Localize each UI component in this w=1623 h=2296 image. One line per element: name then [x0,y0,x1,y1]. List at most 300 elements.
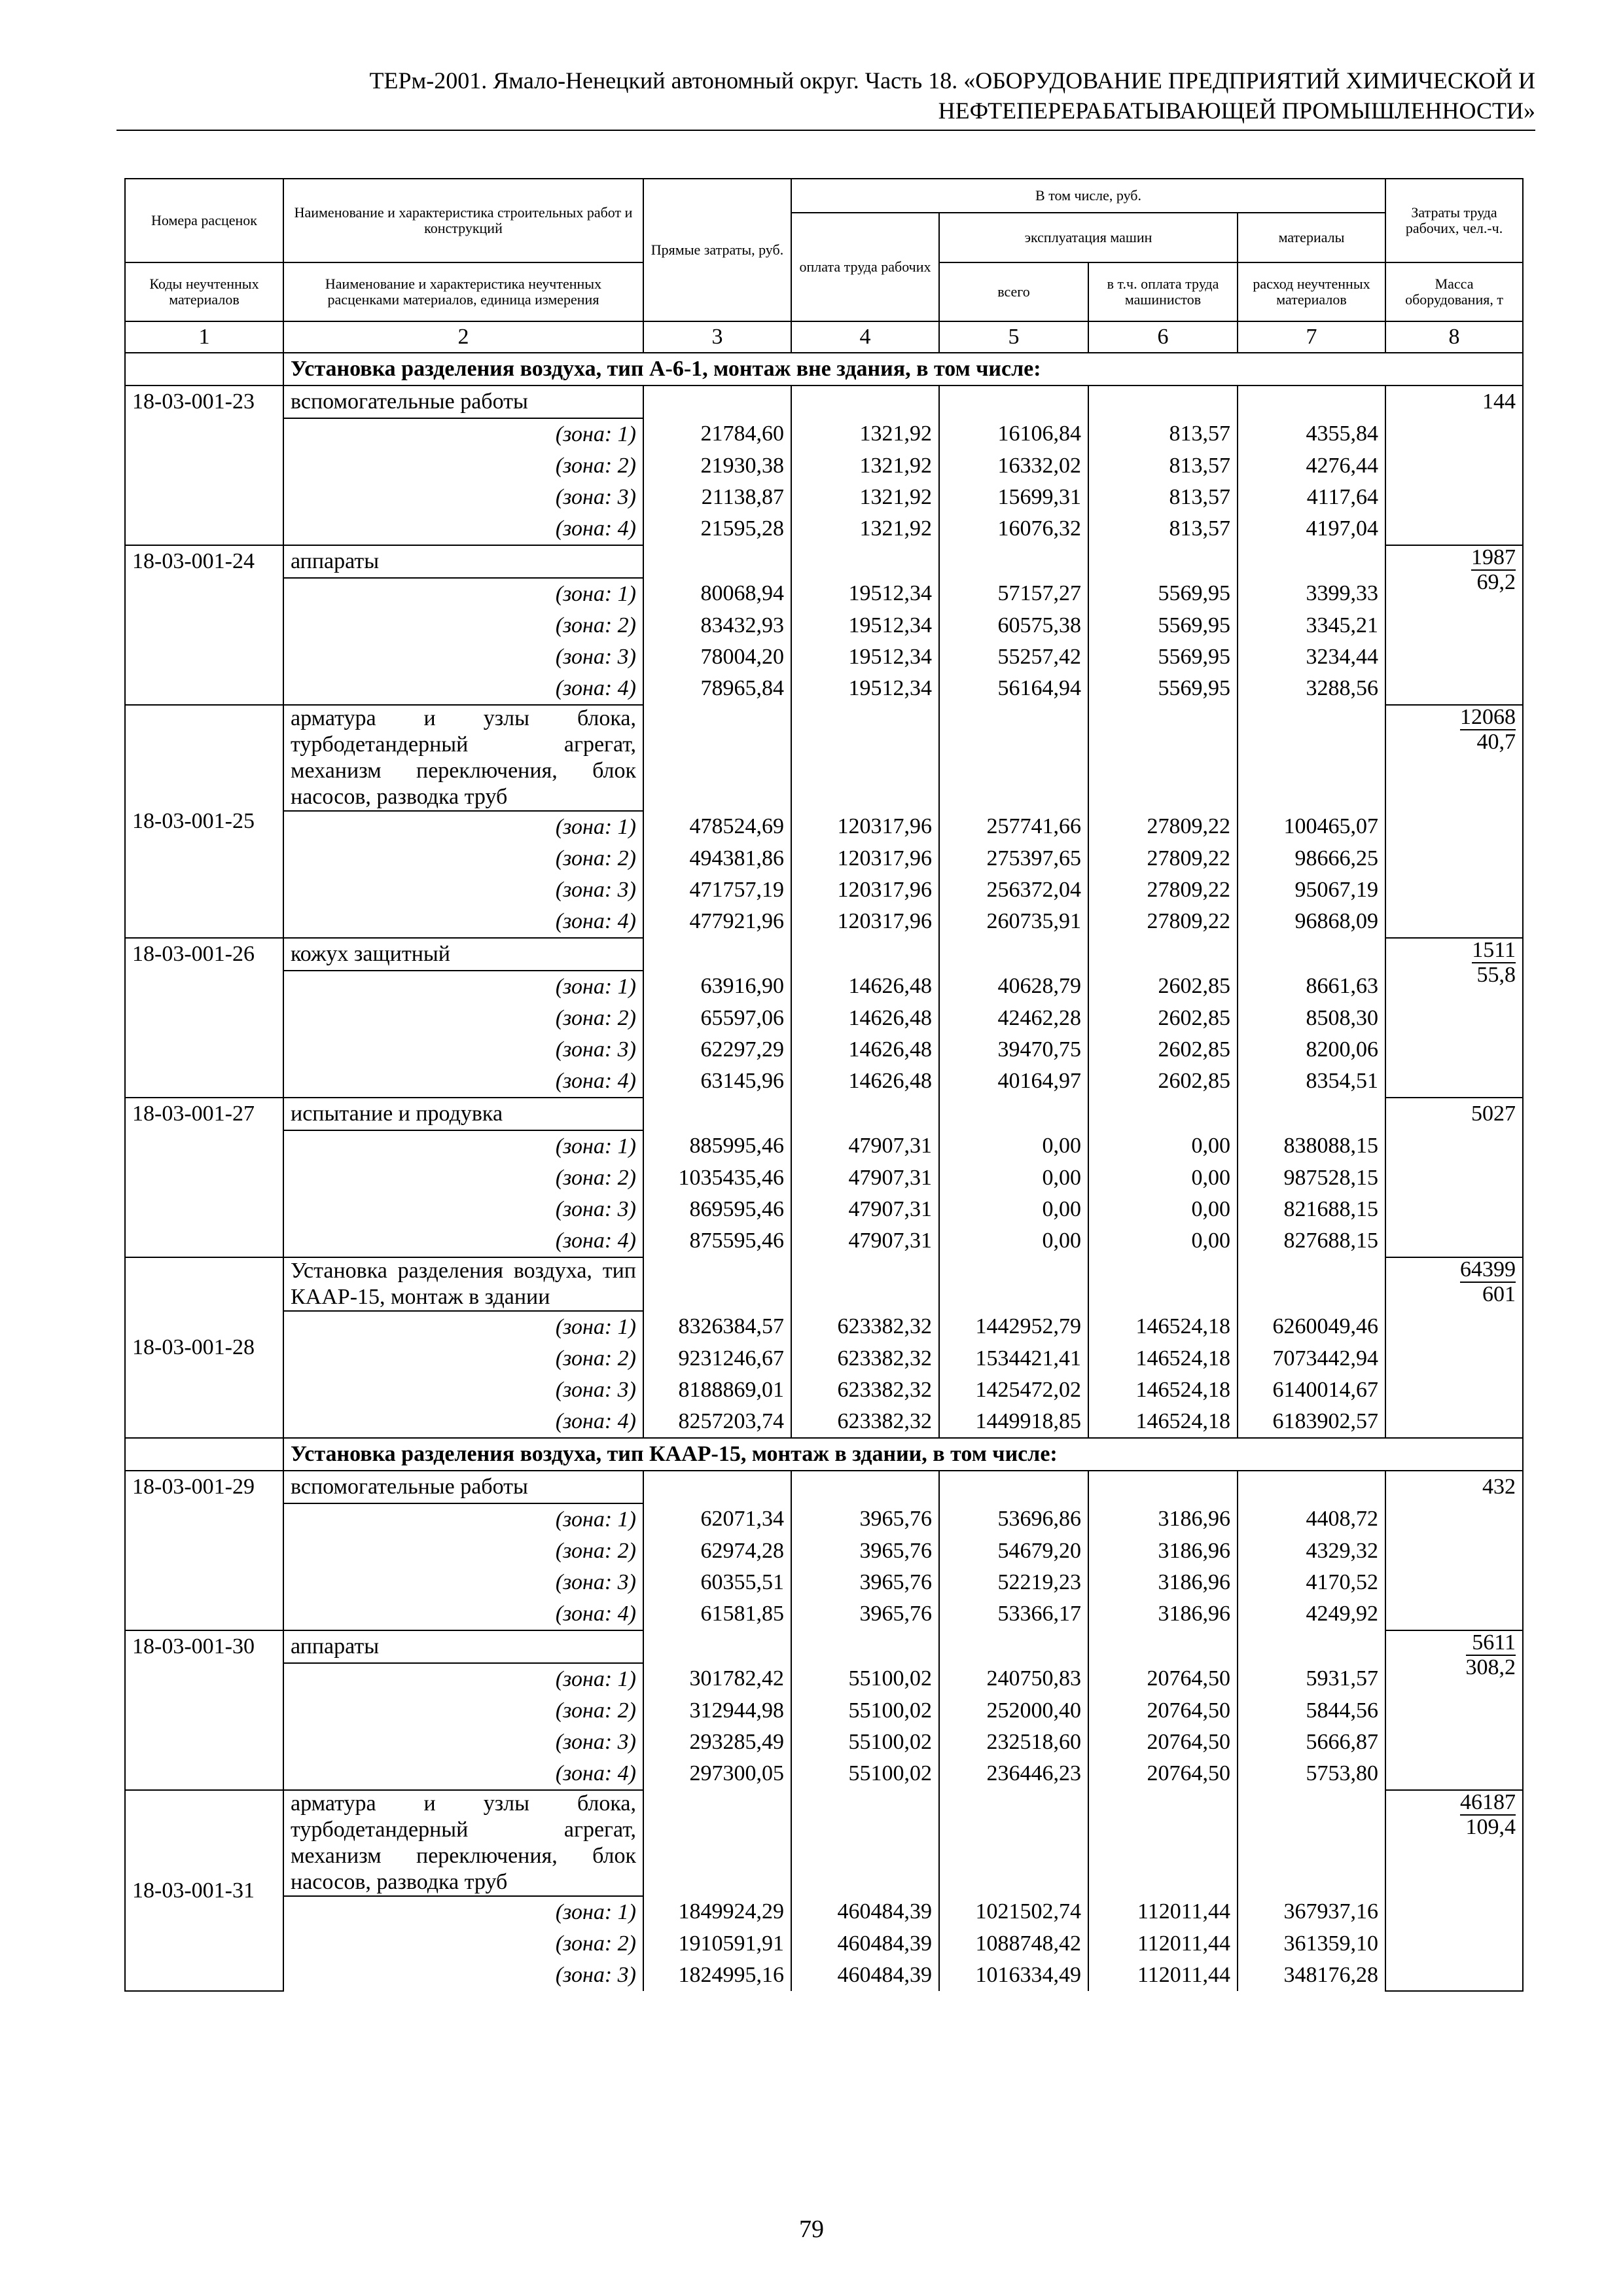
workers-wages: 3965,76 [791,1503,939,1535]
direct-costs: 60355,51 [643,1567,791,1598]
direct-costs: 1824995,16 [643,1960,791,1991]
labor-mass-cell [1385,386,1523,545]
workers-wages: 623382,32 [791,1406,939,1438]
workers-wages: 19512,34 [791,641,939,673]
rate-code: 18-03-001-27 [125,1098,283,1257]
machines-total: 260735,91 [939,906,1088,938]
section-row [125,353,1523,386]
header-equipment-mass: Масса оборудования, т [1385,262,1523,321]
zone-label: (зона: 2) [283,1162,643,1194]
zone-label: (зона: 3) [283,641,643,673]
materials-cost: 7073442,94 [1238,1343,1385,1374]
machinists-wages: 5569,95 [1088,610,1238,641]
direct-costs: 63145,96 [643,1066,791,1098]
empty-cell [1088,1790,1238,1896]
workers-wages: 19512,34 [791,610,939,641]
labor-mass-cell [1385,705,1523,938]
materials-cost: 96868,09 [1238,906,1385,938]
zone-label: (зона: 2) [283,610,643,641]
equipment-mass: 69,2 [1476,570,1516,594]
machines-total: 60575,38 [939,610,1088,641]
empty-cell [1238,1790,1385,1896]
machines-total: 16076,32 [939,513,1088,545]
machinists-wages: 112011,44 [1088,1960,1238,1991]
machines-total: 1021502,74 [939,1896,1088,1928]
materials-cost: 4197,04 [1238,513,1385,545]
workers-wages: 1321,92 [791,482,939,513]
labor-mass-cell [1385,938,1523,1098]
machinists-wages: 0,00 [1088,1130,1238,1162]
machinists-wages: 3186,96 [1088,1535,1238,1567]
rate-name: аппараты [283,545,643,578]
zone-label: (зона: 3) [283,1727,643,1758]
direct-costs: 312944,98 [643,1695,791,1727]
machinists-wages: 20764,50 [1088,1727,1238,1758]
zone-row [125,418,1523,450]
direct-costs: 301782,42 [643,1663,791,1695]
zone-row [125,811,1523,843]
rate-row [125,1790,1523,1896]
zone-row [125,1960,1523,1991]
column-number: 5 [939,321,1088,353]
column-number-row [125,321,1523,353]
zone-row [125,1003,1523,1034]
labor-mass-fraction [1460,1791,1516,1839]
direct-costs: 78004,20 [643,641,791,673]
direct-costs: 21595,28 [643,513,791,545]
direct-costs: 21138,87 [643,482,791,513]
empty-cell [939,545,1088,578]
labor-mass-cell [1385,1790,1523,1991]
machinists-wages: 20764,50 [1088,1663,1238,1695]
zone-label: (зона: 1) [283,971,643,1003]
machinists-wages: 146524,18 [1088,1406,1238,1438]
labor-mass-fraction [1466,1631,1516,1679]
labor-mass-fraction [1460,706,1516,754]
zone-label: (зона: 4) [283,1758,643,1790]
zone-label: (зона: 2) [283,1343,643,1374]
header-material-codes: Коды неучтенных материалов [125,262,283,321]
direct-costs: 65597,06 [643,1003,791,1034]
labor-costs: 5611 [1466,1631,1516,1656]
workers-wages: 623382,32 [791,1343,939,1374]
zone-label: (зона: 4) [283,906,643,938]
empty-cell [643,938,791,971]
zone-label: (зона: 3) [283,874,643,906]
rate-name: испытание и продувка [283,1098,643,1130]
machinists-wages: 5569,95 [1088,673,1238,705]
direct-costs: 8188869,01 [643,1374,791,1406]
workers-wages: 55100,02 [791,1695,939,1727]
workers-wages: 47907,31 [791,1194,939,1225]
materials-cost: 827688,15 [1238,1225,1385,1257]
machinists-wages: 0,00 [1088,1225,1238,1257]
workers-wages: 1321,92 [791,513,939,545]
materials-cost: 361359,10 [1238,1928,1385,1960]
rate-name: аппараты [283,1630,643,1663]
rate-code: 18-03-001-29 [125,1471,283,1630]
labor-mass-cell [1385,1630,1523,1790]
machinists-wages: 27809,22 [1088,843,1238,874]
machinists-wages: 20764,50 [1088,1695,1238,1727]
materials-cost: 4329,32 [1238,1535,1385,1567]
empty-cell [939,938,1088,971]
empty-cell [1238,1257,1385,1311]
machines-total: 54679,20 [939,1535,1088,1567]
workers-wages: 14626,48 [791,1003,939,1034]
machinists-wages: 813,57 [1088,513,1238,545]
rate-name: вспомогательные работы [283,386,643,418]
zone-row [125,513,1523,545]
materials-cost: 8508,30 [1238,1003,1385,1034]
header-work-name: Наименование и характеристика строительных работ и конструкций [283,179,643,262]
workers-wages: 55100,02 [791,1758,939,1790]
rate-row [125,1098,1523,1130]
materials-cost: 5931,57 [1238,1663,1385,1695]
machines-total: 240750,83 [939,1663,1088,1695]
materials-cost: 6260049,46 [1238,1311,1385,1343]
machines-total: 275397,65 [939,843,1088,874]
materials-cost: 100465,07 [1238,811,1385,843]
direct-costs: 1035435,46 [643,1162,791,1194]
machinists-wages: 27809,22 [1088,811,1238,843]
machines-total: 53696,86 [939,1503,1088,1535]
machinists-wages: 3186,96 [1088,1503,1238,1535]
rate-row [125,1471,1523,1503]
materials-cost: 348176,28 [1238,1960,1385,1991]
zone-row [125,1727,1523,1758]
empty-cell [1238,938,1385,971]
section-code-cell [125,353,283,386]
empty-cell [791,1471,939,1503]
empty-cell [1088,386,1238,418]
workers-wages: 47907,31 [791,1225,939,1257]
workers-wages: 14626,48 [791,971,939,1003]
materials-cost: 8200,06 [1238,1034,1385,1066]
workers-wages: 14626,48 [791,1034,939,1066]
workers-wages: 623382,32 [791,1374,939,1406]
materials-cost: 987528,15 [1238,1162,1385,1194]
column-number: 4 [791,321,939,353]
empty-cell [643,705,791,811]
machinists-wages: 2602,85 [1088,1003,1238,1034]
materials-cost: 3345,21 [1238,610,1385,641]
zone-row [125,1695,1523,1727]
rate-name: Установка разделения воздуха, тип КААР-15, монтаж в здании [283,1257,643,1311]
empty-cell [643,545,791,578]
zone-row [125,1758,1523,1790]
zone-row [125,673,1523,705]
workers-wages: 460484,39 [791,1928,939,1960]
machines-total: 55257,42 [939,641,1088,673]
machinists-wages: 813,57 [1088,418,1238,450]
direct-costs: 61581,85 [643,1598,791,1630]
equipment-mass: 109,4 [1465,1815,1516,1839]
empty-cell [643,1471,791,1503]
rate-code: 18-03-001-23 [125,386,283,545]
zone-row [125,578,1523,610]
empty-cell [939,1790,1088,1896]
direct-costs: 869595,46 [643,1194,791,1225]
empty-cell [1238,545,1385,578]
rate-code: 18-03-001-28 [125,1257,283,1438]
labor-mass-cell [1385,545,1523,705]
empty-cell [1238,1098,1385,1130]
labor-costs: 12068 [1460,705,1516,729]
labor-mass-fraction [1472,939,1516,987]
labor-costs: 5027 [1471,1102,1516,1126]
machines-total: 1425472,02 [939,1374,1088,1406]
empty-cell [1088,1257,1238,1311]
section-code-cell [125,1438,283,1471]
zone-row [125,1225,1523,1257]
zone-row [125,450,1523,482]
materials-cost: 6183902,57 [1238,1406,1385,1438]
zone-label: (зона: 3) [283,1194,643,1225]
zone-row [125,1928,1523,1960]
materials-cost: 5844,56 [1238,1695,1385,1727]
materials-cost: 4355,84 [1238,418,1385,450]
rate-name: кожух защитный [283,938,643,971]
empty-cell [1238,1630,1385,1663]
machines-total: 257741,66 [939,811,1088,843]
machines-total: 57157,27 [939,578,1088,610]
labor-costs: 1511 [1472,938,1516,962]
zone-label: (зона: 3) [283,1567,643,1598]
machines-total: 52219,23 [939,1567,1088,1598]
machines-total: 42462,28 [939,1003,1088,1034]
rate-row [125,545,1523,578]
header-line-1: ТЕРм-2001. Ямало-Ненецкий автономный округ. Часть 18. «ОБОРУДОВАНИЕ ПРЕДПРИЯТИЙ ХИМИЧЕСКОЙ И [369,67,1535,94]
zone-label: (зона: 2) [283,1928,643,1960]
workers-wages: 120317,96 [791,906,939,938]
column-number: 6 [1088,321,1238,353]
zone-row [125,971,1523,1003]
direct-costs: 8257203,74 [643,1406,791,1438]
materials-cost: 4276,44 [1238,450,1385,482]
rate-name: вспомогательные работы [283,1471,643,1503]
workers-wages: 1321,92 [791,450,939,482]
zone-label: (зона: 1) [283,1896,643,1928]
machinists-wages: 20764,50 [1088,1758,1238,1790]
machines-total: 232518,60 [939,1727,1088,1758]
empty-cell [643,1630,791,1663]
empty-cell [643,1257,791,1311]
zone-label: (зона: 1) [283,578,643,610]
empty-cell [643,386,791,418]
machinists-wages: 146524,18 [1088,1343,1238,1374]
rate-name: арматура и узлы блока, турбодетандерный агрегат, механизм переключения, блок насосов, разводка труб [283,705,643,811]
labor-mass-fraction [1471,546,1516,594]
zone-label: (зона: 3) [283,1034,643,1066]
direct-costs: 471757,19 [643,874,791,906]
zone-label: (зона: 1) [283,1130,643,1162]
direct-costs: 297300,05 [643,1758,791,1790]
zone-label: (зона: 4) [283,1066,643,1098]
column-number: 7 [1238,321,1385,353]
direct-costs: 78965,84 [643,673,791,705]
zone-label: (зона: 2) [283,1003,643,1034]
section-row [125,1438,1523,1471]
workers-wages: 460484,39 [791,1896,939,1928]
workers-wages: 47907,31 [791,1130,939,1162]
direct-costs: 494381,86 [643,843,791,874]
direct-costs: 83432,93 [643,610,791,641]
workers-wages: 19512,34 [791,578,939,610]
header-rule [116,130,1535,131]
workers-wages: 120317,96 [791,843,939,874]
empty-cell [643,1098,791,1130]
machines-total: 15699,31 [939,482,1088,513]
materials-cost: 4249,92 [1238,1598,1385,1630]
header-materials: материалы [1238,213,1385,262]
workers-wages: 55100,02 [791,1663,939,1695]
zone-label: (зона: 2) [283,450,643,482]
empty-cell [791,1098,939,1130]
table-body [125,353,1523,1991]
zone-label: (зона: 4) [283,513,643,545]
machines-total: 0,00 [939,1130,1088,1162]
header-unaccounted-materials: расход неучтенных материалов [1238,262,1385,321]
direct-costs: 478524,69 [643,811,791,843]
header-machines: эксплуатация машин [939,213,1238,262]
rate-code: 18-03-001-25 [125,705,283,938]
empty-cell [791,1630,939,1663]
zone-label: (зона: 2) [283,1535,643,1567]
header-labor: Затраты труда рабочих, чел.-ч. [1385,179,1523,262]
direct-costs: 9231246,67 [643,1343,791,1374]
zone-row [125,610,1523,641]
header-rate-numbers: Номера расценок [125,179,283,262]
zone-label: (зона: 1) [283,811,643,843]
direct-costs: 62071,34 [643,1503,791,1535]
header-material-names: Наименование и характеристика неучтенных расценками материалов, единица измерения [283,262,643,321]
rate-row [125,1630,1523,1663]
materials-cost: 95067,19 [1238,874,1385,906]
rate-row [125,705,1523,811]
header-including: В том числе, руб. [791,179,1385,213]
materials-cost: 4170,52 [1238,1567,1385,1598]
labor-costs: 46187 [1460,1790,1516,1814]
zone-row [125,1343,1523,1374]
materials-cost: 3288,56 [1238,673,1385,705]
direct-costs: 62297,29 [643,1034,791,1066]
machines-total: 39470,75 [939,1034,1088,1066]
machinists-wages: 112011,44 [1088,1896,1238,1928]
zone-row [125,1598,1523,1630]
machinists-wages: 27809,22 [1088,906,1238,938]
zone-row [125,641,1523,673]
column-number: 2 [283,321,643,353]
direct-costs: 293285,49 [643,1727,791,1758]
workers-wages: 120317,96 [791,811,939,843]
machinists-wages: 0,00 [1088,1194,1238,1225]
machinists-wages: 3186,96 [1088,1567,1238,1598]
empty-cell [791,1790,939,1896]
workers-wages: 623382,32 [791,1311,939,1343]
equipment-mass: 308,2 [1465,1655,1516,1679]
zone-row [125,1130,1523,1162]
empty-cell [791,1257,939,1311]
machines-total: 0,00 [939,1194,1088,1225]
empty-cell [1088,938,1238,971]
machines-total: 1442952,79 [939,1311,1088,1343]
zone-row [125,1503,1523,1535]
empty-cell [1088,545,1238,578]
direct-costs: 62974,28 [643,1535,791,1567]
column-number: 3 [643,321,791,353]
header-machines-total: всего [939,262,1088,321]
empty-cell [1088,1098,1238,1130]
direct-costs: 1910591,91 [643,1928,791,1960]
zone-label: (зона: 1) [283,1503,643,1535]
materials-cost: 367937,16 [1238,1896,1385,1928]
machines-total: 16332,02 [939,450,1088,482]
column-number: 1 [125,321,283,353]
header-machinists-wages: в т.ч. оплата труда машинистов [1088,262,1238,321]
machinists-wages: 5569,95 [1088,641,1238,673]
zone-row [125,1406,1523,1438]
zone-row [125,1034,1523,1066]
zone-label: (зона: 4) [283,1598,643,1630]
table-header [125,179,1523,353]
direct-costs: 885995,46 [643,1130,791,1162]
empty-cell [939,1098,1088,1130]
rates-table [124,178,1524,1992]
rate-row [125,938,1523,971]
materials-cost: 838088,15 [1238,1130,1385,1162]
workers-wages: 3965,76 [791,1567,939,1598]
workers-wages: 19512,34 [791,673,939,705]
machinists-wages: 813,57 [1088,450,1238,482]
machinists-wages: 0,00 [1088,1162,1238,1194]
materials-cost: 821688,15 [1238,1194,1385,1225]
rate-name: арматура и узлы блока, турбодетандерный агрегат, механизм переключения, блок насосов, разводка труб [283,1790,643,1896]
zone-row [125,482,1523,513]
equipment-mass: 55,8 [1476,963,1516,987]
empty-cell [939,386,1088,418]
materials-cost: 5666,87 [1238,1727,1385,1758]
machines-total: 236446,23 [939,1758,1088,1790]
zone-row [125,1535,1523,1567]
zone-label: (зона: 1) [283,1663,643,1695]
machinists-wages: 2602,85 [1088,971,1238,1003]
running-header [116,65,1535,126]
labor-mass-cell [1385,1471,1523,1630]
empty-cell [791,545,939,578]
machines-total: 1449918,85 [939,1406,1088,1438]
machinists-wages: 146524,18 [1088,1374,1238,1406]
empty-cell [939,1630,1088,1663]
materials-cost: 8661,63 [1238,971,1385,1003]
materials-cost: 3234,44 [1238,641,1385,673]
zone-row [125,1374,1523,1406]
zone-row [125,1194,1523,1225]
empty-cell [1088,1471,1238,1503]
header-line-2: НЕФТЕПЕРЕРАБАТЫВАЮЩЕЙ ПРОМЫШЛЕННОСТИ» [938,98,1535,124]
empty-cell [791,386,939,418]
direct-costs: 1849924,29 [643,1896,791,1928]
workers-wages: 47907,31 [791,1162,939,1194]
empty-cell [791,938,939,971]
zone-label: (зона: 2) [283,843,643,874]
zone-label: (зона: 1) [283,418,643,450]
workers-wages: 14626,48 [791,1066,939,1098]
machinists-wages: 5569,95 [1088,578,1238,610]
rate-code: 18-03-001-24 [125,545,283,705]
machines-total: 53366,17 [939,1598,1088,1630]
direct-costs: 63916,90 [643,971,791,1003]
